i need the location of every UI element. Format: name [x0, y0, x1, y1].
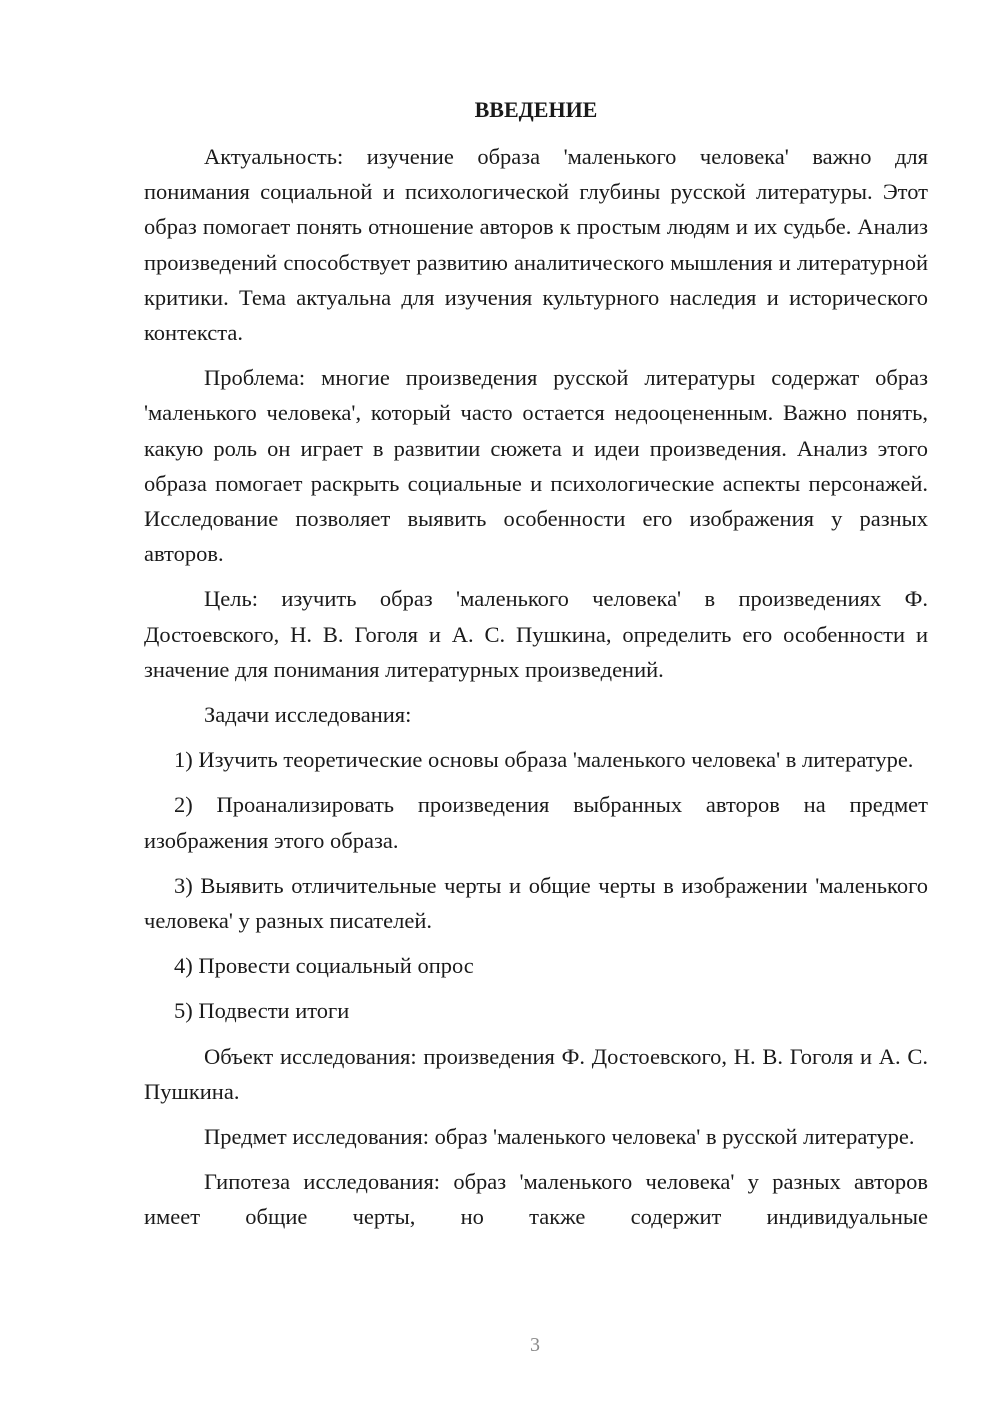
tasks-heading: Задачи исследования:: [204, 702, 412, 728]
task-item-1: 1) Изучить теоретические основы образа 'маленького человека' в литературе.: [174, 747, 914, 773]
goal-paragraph: Цель: изучить образ 'маленького человека' в произведениях Ф. Достоевского, Н. В. Гоголя и А. С. Пушкина, определить его особенности и значение для понимания литературных произведений.: [144, 586, 928, 682]
relevance-paragraph: Актуальность: изучение образа 'маленького человека' важно для понимания социальной и психологической глубины русской литературы. Этот образ помогает понять отношение авторов к простым людям и их судьбе. Анализ произведений способствует развитию аналитического мышления и литературной критики. Тема актуальна для изучения культурного наследия и исторического контекста.: [144, 144, 928, 346]
object-paragraph: Объект исследования: произведения Ф. Достоевского, Н. В. Гоголя и А. С. Пушкина.: [144, 1043, 928, 1104]
section-heading: ВВЕДЕНИЕ: [474, 97, 598, 122]
subject-paragraph: Предмет исследования: образ 'маленького человека' в русской литературе.: [204, 1124, 915, 1150]
task-item-5: 5) Подвести итоги: [174, 998, 350, 1024]
task-item-3: 3) Выявить отличительные черты и общие черты в изображении 'маленького человека' у разных писателей.: [144, 872, 928, 934]
document-body: [144, 92, 928, 1245]
hypothesis-paragraph: Гипотеза исследования: образ 'маленького человека' у разных авторов имеет общие черты, но также содержит индивидуальные: [144, 1169, 928, 1230]
page-number: 3: [530, 1334, 540, 1356]
task-item-2: 2) Проанализировать произведения выбранных авторов на предмет изображения этого образа.: [144, 792, 928, 853]
task-item-4: 4) Провести социальный опрос: [174, 953, 474, 979]
problem-paragraph: Проблема: многие произведения русской литературы содержат образ 'маленького человека', который часто остается недооцененным. Важно понять, какую роль он играет в развитии сюжета и идеи произведения. Анализ этого образа помогает раскрыть социальные и психологические аспекты персонажей. Исследование позволяет выявить особенности его изображения у разных авторов.: [144, 365, 928, 567]
